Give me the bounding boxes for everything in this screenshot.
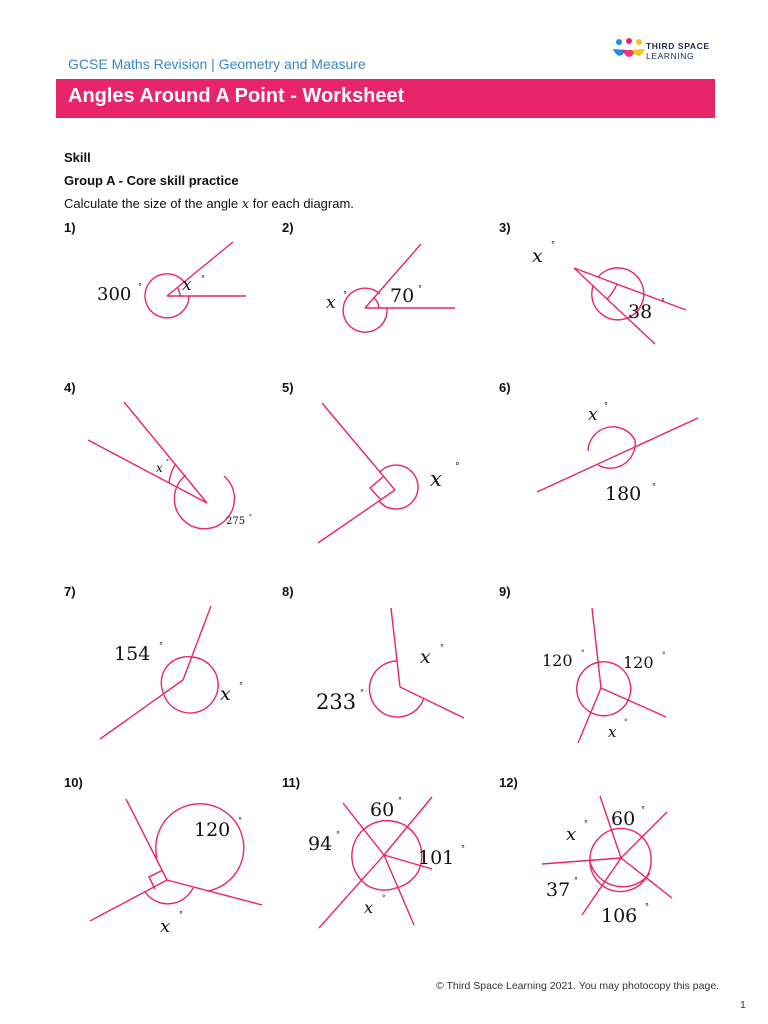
diagram-12: [542, 796, 672, 927]
question-number: 11): [282, 775, 301, 790]
diagram-10: [90, 799, 262, 937]
instruction-after: for each diagram.: [249, 196, 354, 211]
angle-label: x: [156, 461, 163, 475]
angle-label: 37: [546, 879, 571, 901]
question-number: 2): [282, 220, 294, 235]
angle-label: 120: [194, 819, 231, 841]
diagram-4: [88, 402, 252, 529]
question-number: 9): [499, 584, 511, 599]
degree-sign: °: [574, 876, 578, 885]
angle-label: x: [220, 683, 231, 705]
angle-label: 180: [605, 483, 642, 505]
logo-line-1: THIRD SPACE: [646, 41, 710, 51]
angle-label: 60: [370, 799, 395, 821]
question-number: 10): [64, 775, 83, 790]
instruction-var: x: [241, 197, 250, 212]
diagram-3: [532, 240, 686, 344]
question-number: 1): [64, 220, 76, 235]
angle-label: 70: [390, 285, 415, 307]
degree-sign: °: [138, 282, 142, 291]
angle-label: 233: [316, 690, 357, 714]
angle-label: x: [608, 723, 617, 741]
degree-sign: °: [201, 274, 205, 283]
group-heading: Group A - Core skill practice: [64, 173, 239, 188]
question-number: 7): [64, 584, 76, 599]
question-number: 5): [282, 380, 294, 395]
angle-label: 106: [601, 905, 638, 927]
header-subtitle: GCSE Maths Revision | Geometry and Measure: [68, 56, 366, 72]
degree-sign: °: [440, 643, 444, 652]
degree-sign: °: [398, 796, 402, 805]
diagram-11: [308, 796, 465, 928]
angle-label: x: [588, 405, 598, 425]
degree-sign: °: [584, 819, 588, 828]
degree-sign: °: [604, 401, 608, 410]
diagram-9: [542, 608, 666, 743]
question-number: 3): [499, 220, 511, 235]
degree-sign: °: [624, 718, 628, 726]
angle-label: 300: [97, 284, 132, 305]
logo-line-2: LEARNING: [646, 51, 695, 61]
degree-sign: °: [166, 459, 169, 466]
angle-label: 120: [623, 653, 654, 672]
angle-label: 60: [611, 808, 636, 830]
angle-label: 275: [226, 516, 246, 527]
footer-copyright: © Third Space Learning 2021. You may photocopy this page.: [436, 980, 720, 992]
degree-sign: °: [662, 651, 666, 659]
skill-heading: Skill: [64, 150, 91, 165]
question-number: 12): [499, 775, 518, 790]
angle-label: 101: [418, 847, 455, 869]
degree-sign: °: [382, 894, 386, 902]
angle-label: x: [364, 898, 374, 917]
degree-sign: °: [661, 297, 665, 306]
degree-sign: °: [645, 902, 649, 911]
degree-sign: °: [159, 641, 163, 650]
angle-label: x: [182, 275, 192, 295]
degree-sign: °: [418, 284, 422, 293]
question-number: 6): [499, 380, 511, 395]
diagram-5: [318, 403, 460, 543]
page-number: 1: [740, 999, 746, 1011]
degree-sign: °: [238, 816, 242, 825]
degree-sign: °: [551, 240, 555, 249]
diagram-6: [537, 401, 698, 505]
degree-sign: °: [343, 290, 347, 299]
degree-sign: °: [179, 910, 183, 919]
angle-label: 154: [114, 643, 151, 665]
degree-sign: °: [461, 844, 465, 853]
angle-label: 94: [308, 833, 333, 855]
angle-label: x: [430, 467, 442, 491]
angle-label: x: [326, 293, 336, 313]
question-number: 4): [64, 380, 76, 395]
angle-label: 120: [542, 651, 573, 670]
diagram-7: [100, 606, 243, 739]
diagram-2: [326, 244, 455, 332]
degree-sign: °: [652, 482, 656, 491]
degree-sign: °: [581, 649, 585, 657]
angle-label: 38: [628, 301, 653, 323]
angle-label: x: [420, 646, 431, 668]
angle-label: x: [532, 245, 543, 267]
degree-sign: °: [249, 514, 252, 521]
instruction-before: Calculate the size of the angle: [64, 196, 242, 211]
degree-sign: °: [336, 830, 340, 839]
diagram-1: [97, 242, 246, 318]
angle-label: x: [566, 824, 577, 845]
degree-sign: °: [641, 805, 645, 814]
angle-label: x: [160, 916, 171, 937]
degree-sign: °: [360, 688, 364, 697]
degree-sign: °: [239, 681, 243, 690]
question-number: 8): [282, 584, 294, 599]
diagram-8: [316, 608, 464, 718]
page-title: Angles Around A Point - Worksheet: [68, 85, 405, 107]
degree-sign: °: [455, 462, 460, 472]
